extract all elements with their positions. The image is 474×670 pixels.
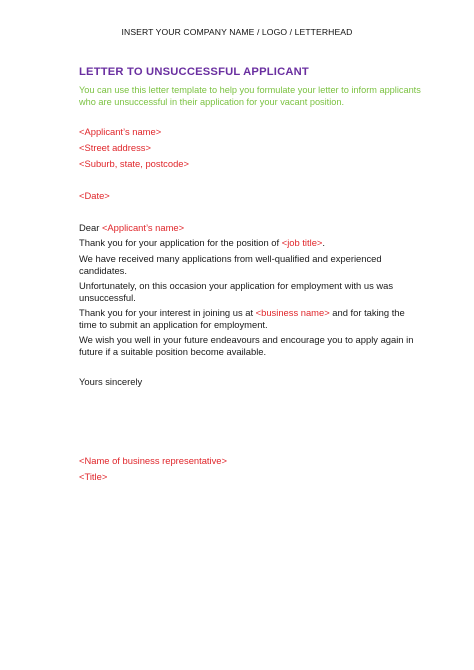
recipient-suburb: <Suburb, state, postcode> bbox=[79, 158, 189, 169]
template-instructions: You can use this letter template to help you formulate your letter to inform applicants who are unsuccessful in their application for your vacant position. bbox=[79, 85, 421, 108]
recipient-name: <Applicant’s name> bbox=[79, 126, 162, 137]
letter-date: <Date> bbox=[79, 190, 110, 201]
recipient-street: <Street address> bbox=[79, 142, 151, 153]
paragraph-thanks bbox=[79, 237, 414, 249]
job-title-placeholder: <job title> bbox=[281, 237, 323, 248]
paragraph-thanks-text: Thank you for your application for the position of bbox=[79, 237, 282, 248]
paragraph-unsuccessful: Unfortunately, on this occasion your application for employment with us was unsuccessful. bbox=[79, 280, 394, 304]
letterhead: INSERT YOUR COMPANY NAME / LOGO / LETTERHEAD bbox=[121, 27, 353, 37]
salutation-name: <Applicant’s name> bbox=[101, 222, 185, 233]
letter-title: LETTER TO UNSUCCESSFUL APPLICANT bbox=[79, 66, 309, 78]
paragraph-thanks-end: . bbox=[322, 237, 325, 248]
salutation-prefix: Dear bbox=[79, 222, 102, 233]
closing: Yours sincerely bbox=[79, 376, 143, 387]
business-name-placeholder: <business name> bbox=[255, 307, 330, 318]
signatory-name: <Name of business representative> bbox=[79, 455, 227, 466]
paragraph-well-wishes: We wish you well in your future endeavours and encourage you to apply again in future if a suitable position become available. bbox=[79, 334, 414, 358]
salutation bbox=[79, 222, 184, 233]
paragraph-applications: We have received many applications from well-qualified and experienced candidates. bbox=[79, 253, 382, 277]
paragraph-interest-text: Thank you for your interest in joining us at bbox=[79, 307, 256, 318]
paragraph-interest-end: and for taking the time to submit an application for employment. bbox=[79, 307, 405, 331]
paragraph-interest bbox=[79, 307, 414, 332]
signatory-title: <Title> bbox=[79, 471, 108, 482]
